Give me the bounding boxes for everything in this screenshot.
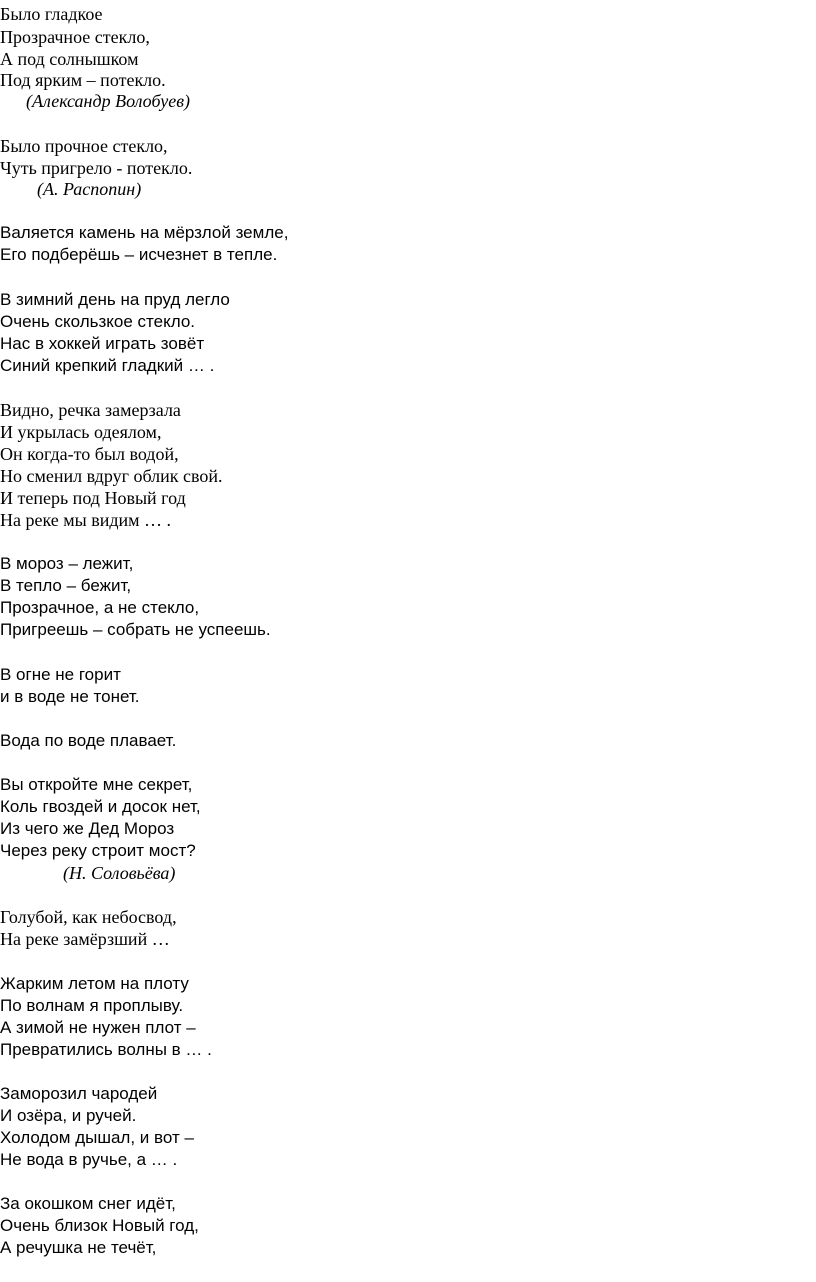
poem-line: Нас в хоккей играть зовёт xyxy=(0,334,205,353)
poem-line: Из чего же Дед Мороз xyxy=(0,819,175,838)
poem-line: Очень скользкое стекло. xyxy=(0,312,196,331)
poem-line: Было гладкое xyxy=(0,4,103,24)
poem-line: А под солнышком xyxy=(0,49,139,69)
poem-line: Он когда-то был водой, xyxy=(0,444,179,464)
poem-line: Его подберёшь – исчезнет в тепле. xyxy=(0,245,278,264)
poem-line: На реке мы видим … . xyxy=(0,510,172,530)
poem-line: Вода по воде плавает. xyxy=(0,731,177,750)
poem-line: Чуть пригрело - потекло. xyxy=(0,158,193,178)
poem-line: Синий крепкий гладкий … . xyxy=(0,356,215,375)
poem-line: Валяется камень на мёрзлой земле, xyxy=(0,223,289,242)
poem-line: Через реку строит мост? xyxy=(0,841,196,860)
poem-line: Прозрачное, а не стекло, xyxy=(0,598,200,617)
poem-line: В тепло – бежит, xyxy=(0,576,132,595)
poem-line: Вы откройте мне секрет, xyxy=(0,775,193,794)
poem-line: Холодом дышал, и вот – xyxy=(0,1128,194,1147)
poem-line: А речушка не течёт, xyxy=(0,1238,157,1257)
poem-line: Коль гвоздей и досок нет, xyxy=(0,797,201,816)
poem-author: (А. Распопин) xyxy=(37,179,142,199)
poem-line: За окошком снег идёт, xyxy=(0,1194,176,1213)
poem-line: И укрылась одеялом, xyxy=(0,422,162,442)
poem-line: Пригреешь – собрать не успеешь. xyxy=(0,620,271,639)
poem-line: Под ярким – потекло. xyxy=(0,70,166,90)
poem-line: И теперь под Новый год xyxy=(0,488,186,508)
poem-line: Видно, речка замерзала xyxy=(0,400,181,420)
poem-line: Превратились волны в … . xyxy=(0,1040,212,1059)
poem-line: И озёра, и ручей. xyxy=(0,1106,137,1125)
poem-author: (Н. Соловьёва) xyxy=(63,863,176,883)
poem-line: В мороз – лежит, xyxy=(0,554,134,573)
poem-line: Очень близок Новый год, xyxy=(0,1216,199,1235)
poem-line: и в воде не тонет. xyxy=(0,687,140,706)
poem-line: В огне не горит xyxy=(0,665,121,684)
poem-author: (Александр Волобуев) xyxy=(26,91,191,111)
poem-line: Прозрачное стекло, xyxy=(0,27,150,47)
poem-line: Заморозил чародей xyxy=(0,1084,158,1103)
poem-line: По волнам я проплыву. xyxy=(0,996,184,1015)
poem-line: А зимой не нужен плот – xyxy=(0,1018,196,1037)
poem-line: В зимний день на пруд легло xyxy=(0,290,230,309)
poem-line: Жарким летом на плоту xyxy=(0,974,189,993)
poem-line: На реке замёрзший … xyxy=(0,929,170,949)
poem-line: Было прочное стекло, xyxy=(0,136,168,156)
poem-line: Голубой, как небосвод, xyxy=(0,907,177,927)
poem-line: Но сменил вдруг облик свой. xyxy=(0,466,223,486)
poem-line: Не вода в ручье, а … . xyxy=(0,1150,178,1169)
